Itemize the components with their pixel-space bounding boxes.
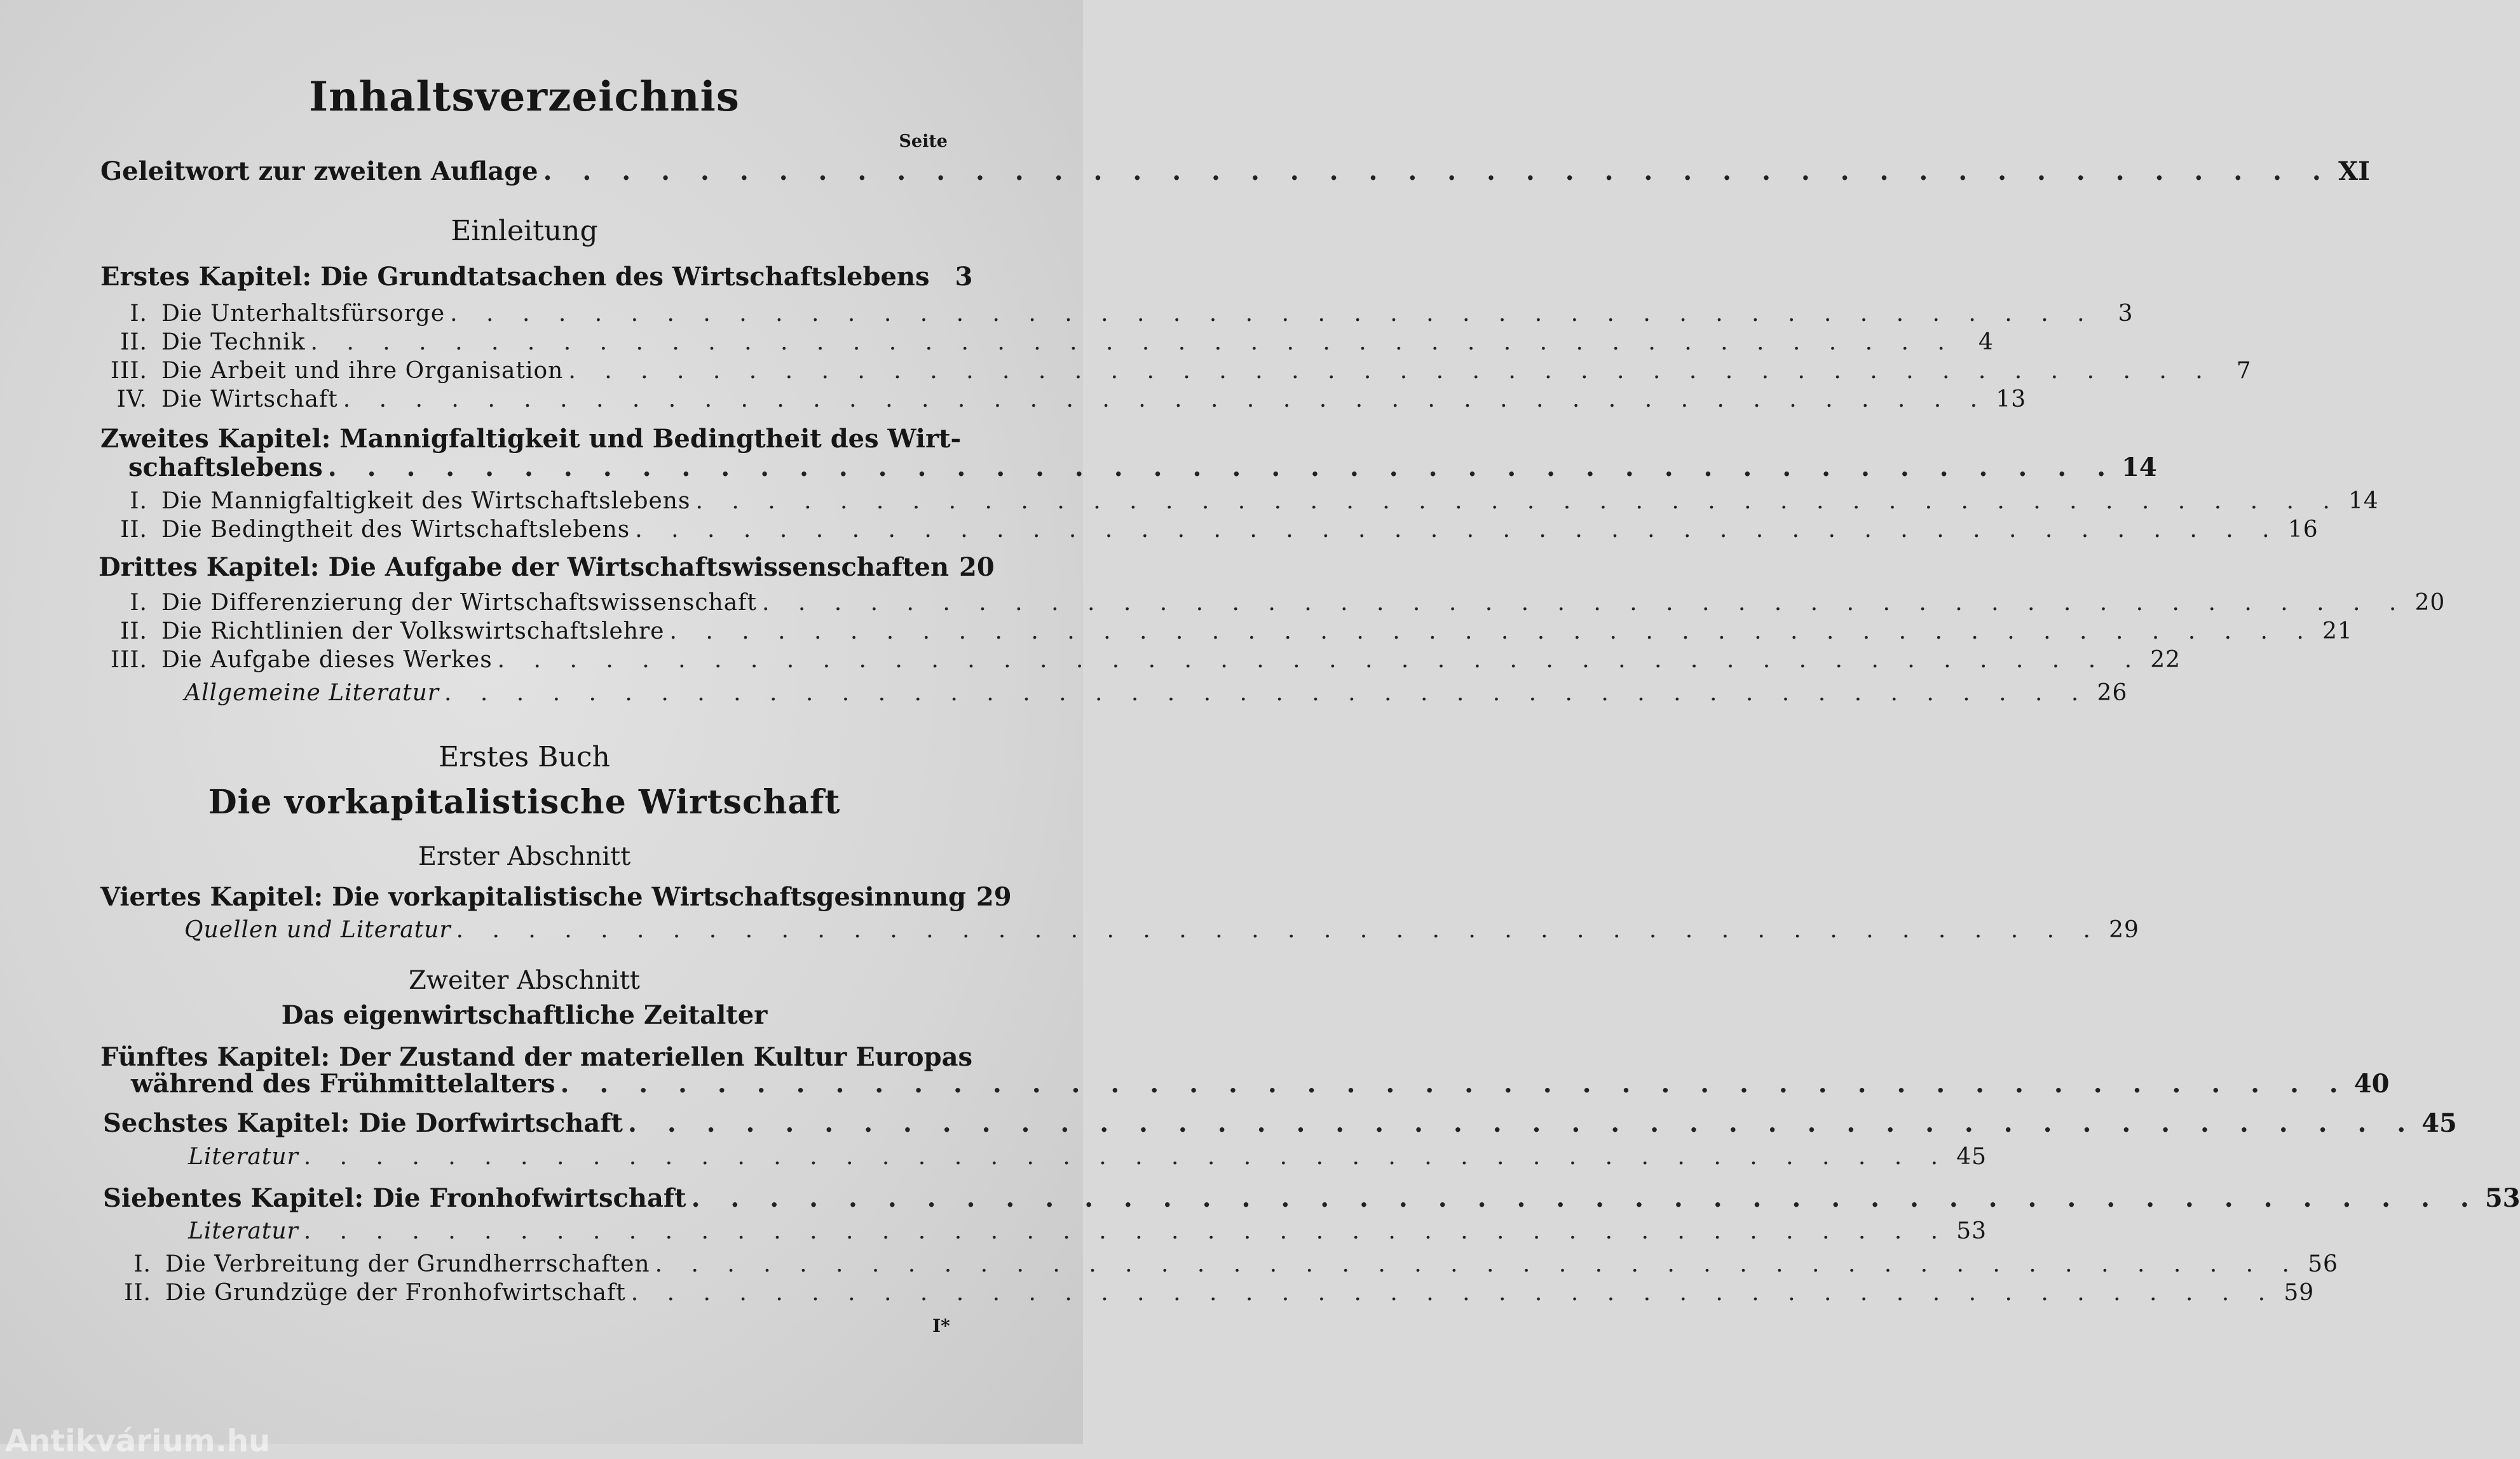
toc-chapter-5 xyxy=(131,1069,2390,1099)
toc-item-page: 59 xyxy=(2284,1280,2315,1306)
leader-dots: . . . . . . . . . . . . . . . . . . . . . . . . . . . . . . . . . . . . . . . . . . . . . . xyxy=(303,1218,1949,1244)
toc-item xyxy=(97,329,1994,355)
toc-item-page: 13 xyxy=(1996,386,2027,412)
leader-dots: . . . . . . . . . . . . . . . . . . . . . . . . . . . . . . . . . . . . . . . . . . . . . . xyxy=(630,1280,2277,1306)
toc-literatur-page: 26 xyxy=(2097,680,2128,706)
roman-numeral: I. xyxy=(130,488,147,514)
toc-item-label: Die Mannigfaltigkeit des Wirtschaftslebens xyxy=(161,488,691,514)
leader-dots: . . . . . . . . . . . . . . . . . . . . . . . . . . . . . . . . . . . . . . . . . . . . . . xyxy=(560,1069,2349,1099)
toc-entry-label: Viertes Kapitel: Die vorkapitalistische Wirtschaftsgesinnung xyxy=(100,882,966,912)
toc-entry-label: Sechstes Kapitel: Die Dorfwirtschaft xyxy=(103,1108,623,1138)
book-label: Erstes Buch xyxy=(439,741,610,773)
toc-item-label: Die Differenzierung der Wirtschaftswissenschaft xyxy=(161,590,757,616)
toc-item-page: 3 xyxy=(2118,301,2134,327)
watermark: Antikvárium.hu xyxy=(5,1423,271,1459)
toc-item-page: 16 xyxy=(2287,517,2319,543)
toc-item xyxy=(100,1251,2338,1277)
toc-literatur xyxy=(188,1218,1987,1244)
toc-chapter-2 xyxy=(128,452,2157,482)
toc-item-label: Die Technik xyxy=(161,329,306,355)
toc-entry-page: 29 xyxy=(976,882,1012,912)
roman-numeral: II. xyxy=(120,329,147,355)
leader-dots: . . . . . . . . . . . . . . . . . . . . . . . . . . . . . . . . . . . . . . . . . . . . . . xyxy=(655,1251,2300,1277)
toc-entry-page: 20 xyxy=(959,552,995,582)
leader-dots: . . . . . . . . . . . . . . . . . . . . . . . . . . . . . . . . . . . . . . . . . . . . . . xyxy=(327,452,2116,482)
toc-chapter-4 xyxy=(100,882,1012,912)
toc-literatur-label: Literatur xyxy=(188,1144,299,1170)
toc-item xyxy=(97,590,2446,616)
page-title: Inhaltsverzeichnis xyxy=(309,73,740,121)
toc-literatur-page: 45 xyxy=(1956,1144,1987,1170)
toc-literatur xyxy=(188,1144,1987,1170)
toc-item-page: 4 xyxy=(1978,329,1994,355)
toc-entry-label: Erstes Kapitel: Die Grundtatsachen des Wirtschaftslebens xyxy=(100,262,930,292)
toc-chapter-5-line1: Fünftes Kapitel: Der Zustand der materiellen Kultur Europas xyxy=(100,1042,973,1072)
toc-item-label: Die Verbreitung der Grundherrschaften xyxy=(165,1251,650,1277)
toc-literatur xyxy=(184,680,2128,706)
book-title: Die vorkapitalistische Wirtschaft xyxy=(208,783,841,822)
toc-chapter-7 xyxy=(103,1183,2520,1213)
leader-dots: . . . . . . . . . . . . . . . . . . . . . . . . . . . . . . . . . . . . . . . . . . . . . . xyxy=(543,156,2332,186)
toc-entry-page: 40 xyxy=(2353,1069,2390,1099)
toc-literatur-page: 29 xyxy=(2109,917,2139,943)
toc-item-label: Die Unterhaltsfürsorge xyxy=(161,301,446,327)
toc-item xyxy=(97,488,2379,514)
toc-item-page: 20 xyxy=(2414,590,2446,616)
toc-item-page: 7 xyxy=(2236,358,2252,384)
toc-chapter-2-line1: Zweites Kapitel: Mannigfaltigkeit und Bedingtheit des Wirt- xyxy=(100,424,962,454)
toc-item-label: Die Bedingtheit des Wirtschaftslebens xyxy=(161,517,630,543)
leader-dots: . . . . . . . . . . . . . . . . . . . . . . . . . . . . . . . . . . . . . . . . . . . . . . xyxy=(627,1108,2417,1138)
toc-entry-page: 45 xyxy=(2421,1108,2457,1138)
toc-item-label: Die Aufgabe dieses Werkes xyxy=(161,647,493,673)
roman-numeral: I. xyxy=(130,590,147,616)
toc-item-label: Die Arbeit und ihre Organisation xyxy=(161,358,564,384)
toc-item xyxy=(97,358,2252,384)
toc-literatur-label: Quellen und Literatur xyxy=(184,917,451,943)
roman-numeral: II. xyxy=(124,1280,151,1306)
roman-numeral: III. xyxy=(110,647,147,673)
roman-numeral: I. xyxy=(130,301,147,327)
toc-item-label: Die Richtlinien der Volkswirtschaftslehre xyxy=(161,618,665,644)
roman-numeral: IV. xyxy=(116,386,147,412)
leader-dots: . . . . . . . . . . . . . . . . . . . . . . . . . . . . . . . . . . . . . . . . . . . . . . xyxy=(497,647,2143,673)
leader-dots: . . . . . . . . . . . . . . . . . . . . . . . . . . . . . . . . . . . . . . . . . . . . . . xyxy=(635,517,2280,543)
section-label: Erster Abschnitt xyxy=(418,842,631,871)
section-heading-einleitung: Einleitung xyxy=(451,215,598,247)
toc-entry-page: 3 xyxy=(955,262,973,292)
roman-numeral: II. xyxy=(120,517,147,543)
toc-entry-page: 53 xyxy=(2484,1183,2520,1213)
toc-item xyxy=(100,1280,2315,1306)
roman-numeral: II. xyxy=(120,618,147,644)
toc-entry-label: Siebentes Kapitel: Die Fronhofwirtschaft xyxy=(103,1183,686,1213)
toc-entry-label: während des Frühmittelalters xyxy=(131,1069,555,1099)
seite-label: Seite xyxy=(899,132,948,151)
toc-entry-label: Drittes Kapitel: Die Aufgabe der Wirtschaftswissenschaften xyxy=(99,552,950,582)
roman-numeral: I. xyxy=(133,1251,151,1277)
leader-dots: . . . . . . . . . . . . . . . . . . . . . . . . . . . . . . . . . . . . . . . . . . . . . . xyxy=(456,917,2101,943)
toc-entry-page: 14 xyxy=(2122,452,2157,482)
toc-chapter-1 xyxy=(100,262,973,292)
toc-item-page: 14 xyxy=(2348,488,2379,514)
toc-item xyxy=(97,517,2319,543)
toc-item-label: Die Grundzüge der Fronhofwirtschaft xyxy=(165,1280,626,1306)
toc-item xyxy=(97,647,2181,673)
leader-dots: . . . . . . . . . . . . . . . . . . . . . . . . . . . . . . . . . . . . . . . . . . . . . . xyxy=(691,1183,2480,1213)
leader-dots: . . . . . . . . . . . . . . . . . . . . . . . . . . . . . . . . . . . . . . . . . . . . . . xyxy=(444,680,2090,706)
toc-item-page: 56 xyxy=(2308,1251,2338,1277)
leader-dots: . . . . . . . . . . . . . . . . . . . . . . . . . . . . . . . . . . . . . . . . . . . . . . xyxy=(669,618,2315,644)
toc-item-label: Die Wirtschaft xyxy=(161,386,338,412)
roman-numeral: III. xyxy=(110,358,147,384)
leader-dots: . . . . . . . . . . . . . . . . . . . . . . . . . . . . . . . . . . . . . . . . . . . . . . xyxy=(450,301,2095,327)
toc-entry-page: XI xyxy=(2338,156,2370,186)
toc-chapter-3 xyxy=(99,552,995,582)
toc-entry-geleitwort xyxy=(100,156,2370,186)
toc-entry-label: Geleitwort zur zweiten Auflage xyxy=(100,156,538,186)
toc-chapter-6 xyxy=(103,1108,2457,1138)
toc-entry-label: schaftslebens xyxy=(128,452,323,482)
toc-item-page: 22 xyxy=(2150,647,2181,673)
leader-dots: . . . . . . . . . . . . . . . . . . . . . . . . . . . . . . . . . . . . . . . . . . . . . . xyxy=(303,1144,1949,1170)
section-title: Das eigenwirtschaftliche Zeitalter xyxy=(281,1000,768,1030)
leader-dots: . . . . . . . . . . . . . . . . . . . . . . . . . . . . . . . . . . . . . . . . . . . . . . xyxy=(695,488,2341,514)
leader-dots: . . . . . . . . . . . . . . . . . . . . . . . . . . . . . . . . . . . . . . . . . . . . . . xyxy=(343,386,1989,412)
toc-literatur xyxy=(184,917,2139,943)
toc-item xyxy=(97,386,2027,412)
leader-dots: . . . . . . . . . . . . . . . . . . . . . . . . . . . . . . . . . . . . . . . . . . . . . . xyxy=(568,358,2214,384)
leader-dots: . . . . . . . . . . . . . . . . . . . . . . . . . . . . . . . . . . . . . . . . . . . . . . xyxy=(761,590,2408,616)
toc-literatur-label: Allgemeine Literatur xyxy=(184,680,439,706)
section-label: Zweiter Abschnitt xyxy=(409,966,640,995)
toc-literatur-page: 53 xyxy=(1956,1218,1987,1244)
printer-signature: I* xyxy=(932,1315,950,1336)
leader-dots: . . . . . . . . . . . . . . . . . . . . . . . . . . . . . . . . . . . . . . . . . . . . . . xyxy=(310,329,1956,355)
toc-literatur-label: Literatur xyxy=(188,1218,299,1244)
toc-item xyxy=(97,618,2353,644)
toc-item xyxy=(97,301,2134,327)
toc-item-page: 21 xyxy=(2322,618,2353,644)
